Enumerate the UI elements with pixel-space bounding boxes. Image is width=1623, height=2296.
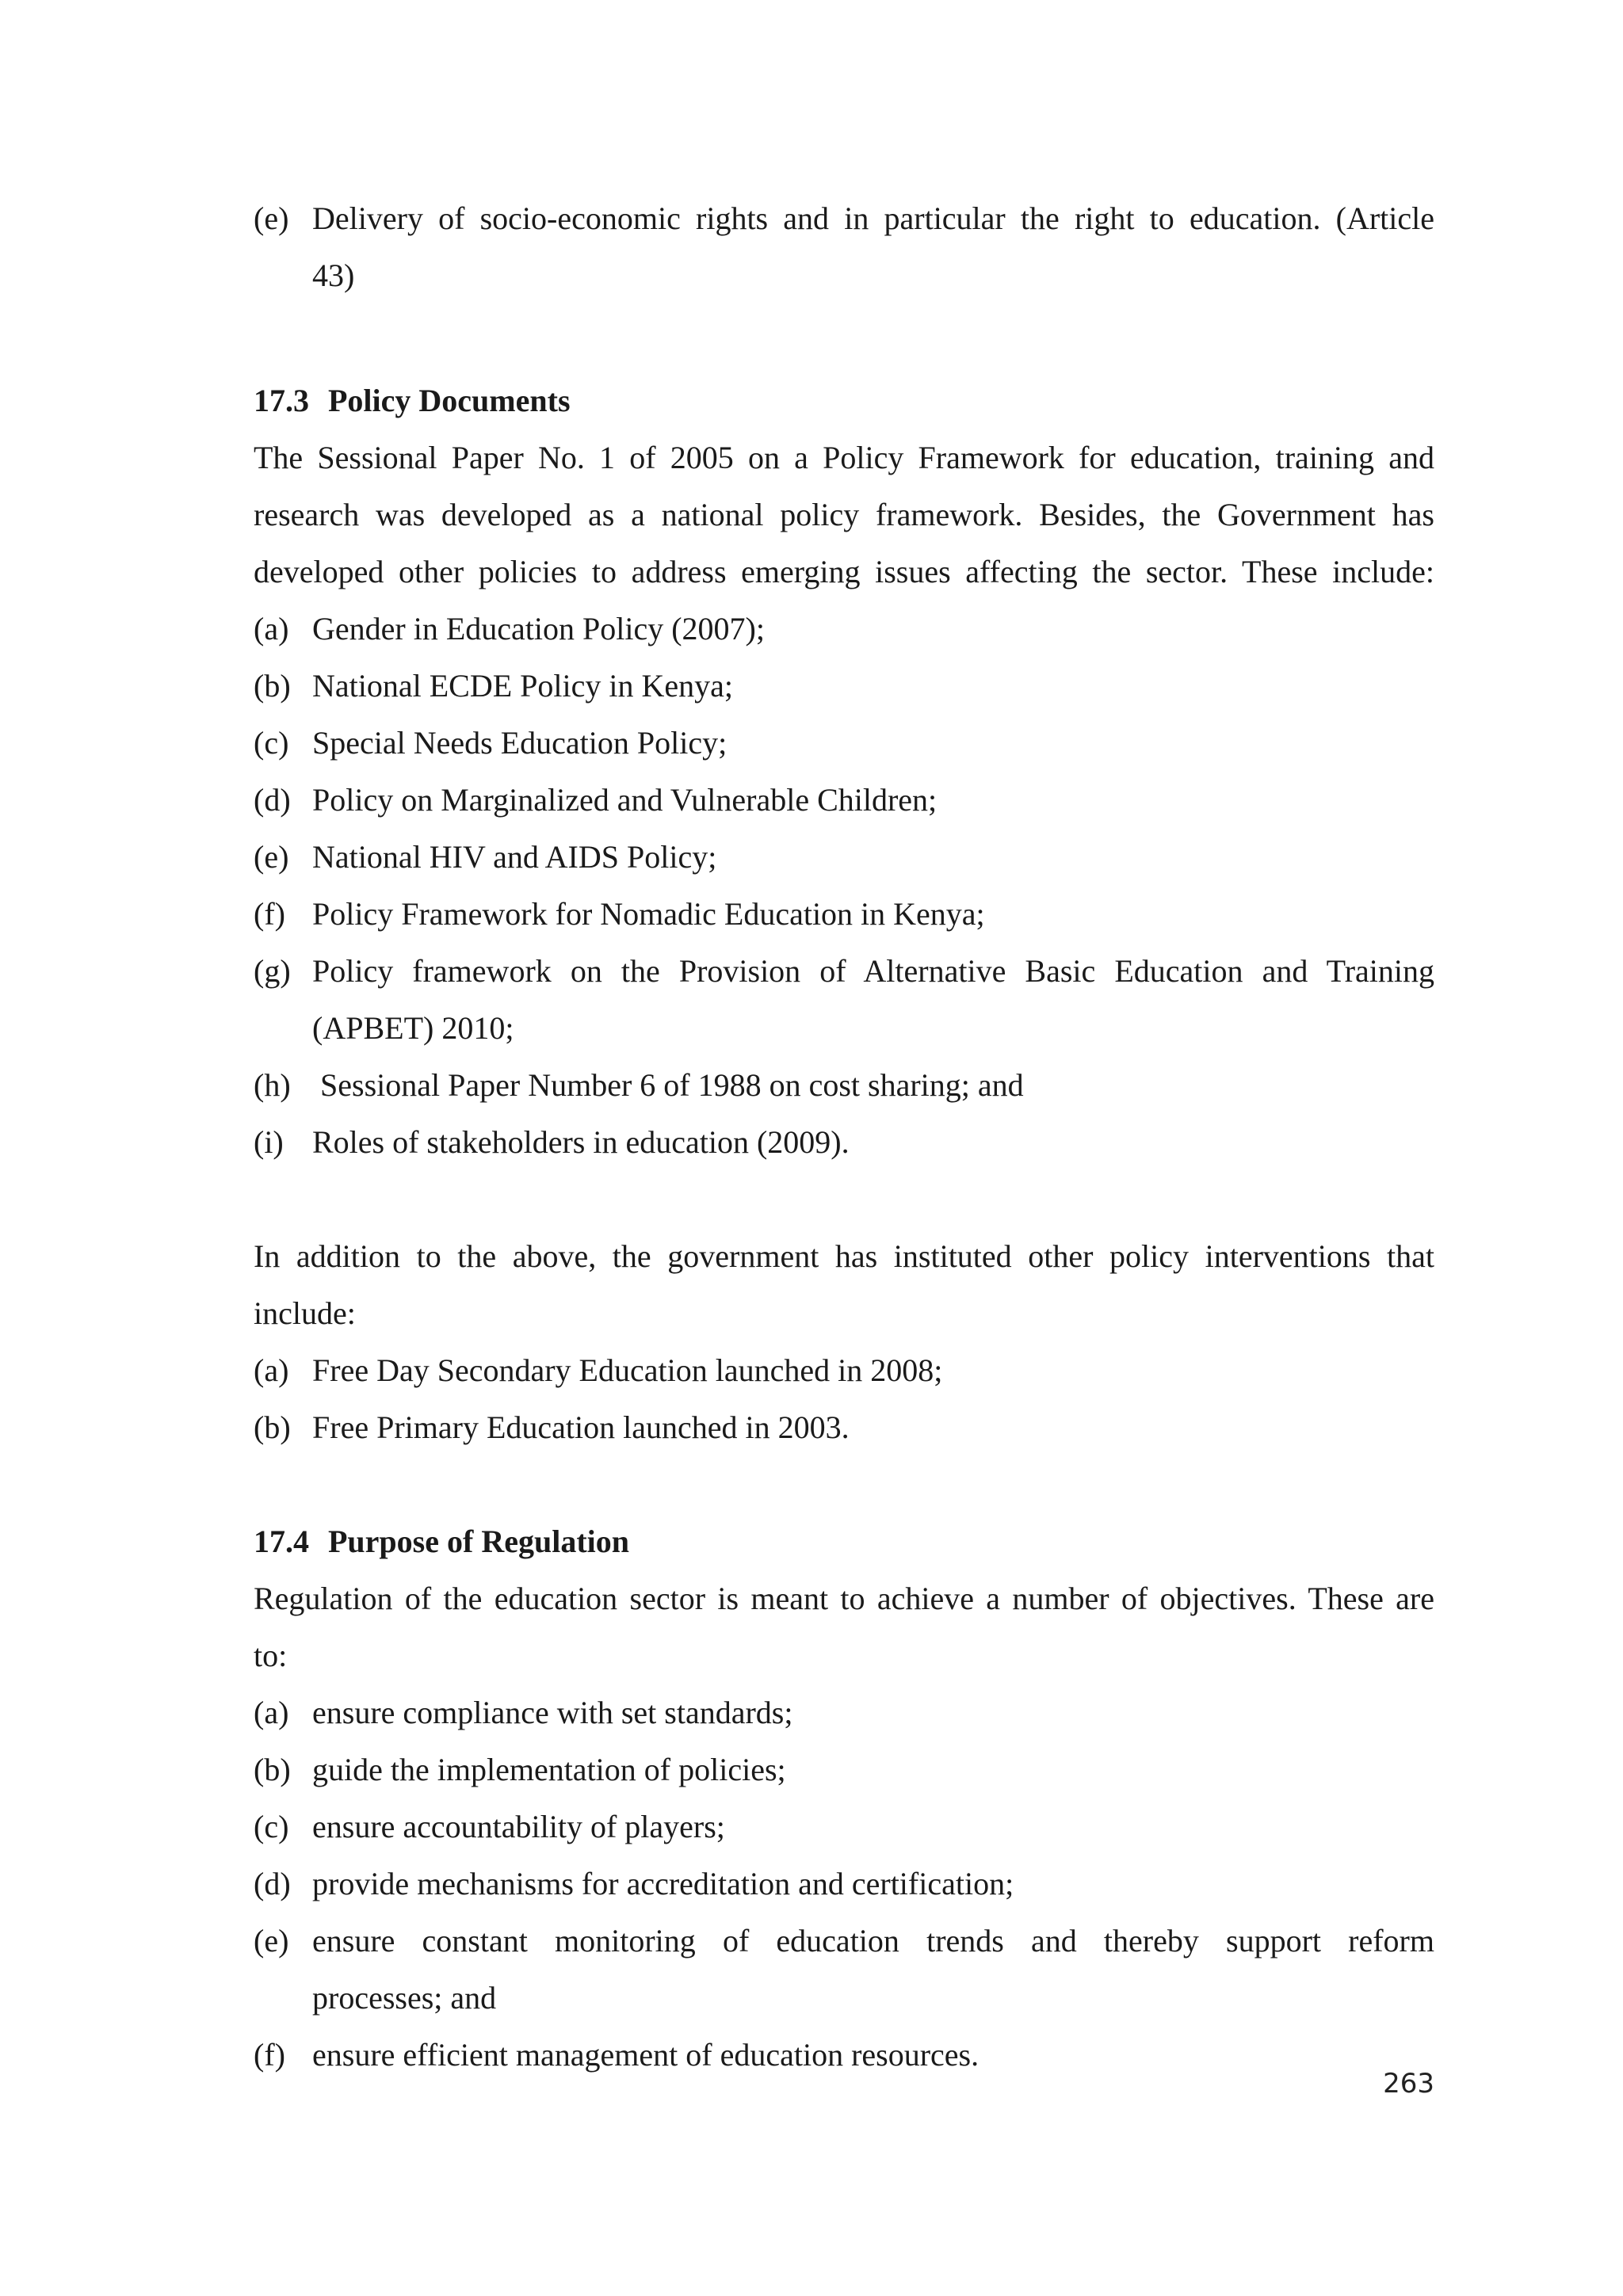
list-item-text: Roles of stakeholders in education (2009). bbox=[312, 1124, 850, 1160]
list-item-text: National ECDE Policy in Kenya; bbox=[312, 668, 734, 704]
list-marker: (c) bbox=[254, 725, 289, 761]
list-marker: (d) bbox=[254, 1866, 291, 1901]
list-item bbox=[254, 1342, 1434, 1399]
paragraph-line: The Sessional Paper No. 1 of 2005 on a Policy Framework for education, training and bbox=[254, 440, 1434, 475]
list-item bbox=[254, 1741, 1434, 1798]
list-item bbox=[254, 2027, 1434, 2084]
list-marker: (g) bbox=[254, 953, 291, 989]
list-item-text: Free Primary Education launched in 2003. bbox=[312, 1409, 850, 1445]
list-marker: (h) bbox=[254, 1067, 291, 1103]
list-item-text: 43) bbox=[312, 257, 355, 293]
list-item bbox=[254, 715, 1434, 772]
document-page bbox=[254, 190, 1434, 2084]
list-item-text: ensure accountability of players; bbox=[312, 1809, 725, 1844]
paragraph-line: to: bbox=[254, 1638, 288, 1673]
list-item bbox=[254, 1855, 1434, 1913]
list-marker: (a) bbox=[254, 1352, 289, 1388]
list-marker: (f) bbox=[254, 896, 285, 932]
list-marker: (e) bbox=[254, 839, 289, 875]
list-item-text: provide mechanisms for accreditation and certification; bbox=[312, 1866, 1014, 1901]
list-marker: (a) bbox=[254, 611, 289, 646]
paragraph-line: include: bbox=[254, 1295, 356, 1331]
list-item-text: Policy Framework for Nomadic Education in Kenya; bbox=[312, 896, 985, 932]
paragraph-line: Regulation of the education sector is meant to achieve a number of objectives. These are bbox=[254, 1581, 1434, 1616]
section-title: Purpose of Regulation bbox=[328, 1524, 629, 1559]
paragraph-line: developed other policies to address emerging issues affecting the sector. These include: bbox=[254, 554, 1434, 589]
list-item bbox=[254, 829, 1434, 886]
list-marker: (d) bbox=[254, 782, 291, 818]
page-number: 263 bbox=[1383, 2068, 1434, 2100]
list-marker: (a) bbox=[254, 1695, 289, 1730]
list-item-text: ensure constant monitoring of education trends and thereby support reform bbox=[312, 1923, 1434, 1958]
list-item-text: (APBET) 2010; bbox=[312, 1010, 514, 1046]
list-item-text: processes; and bbox=[312, 1980, 497, 2016]
paragraph-line: In addition to the above, the government has instituted other policy interventions that bbox=[254, 1238, 1434, 1274]
list-item-text: ensure efficient management of education resources. bbox=[312, 2037, 980, 2073]
list-item-text: Special Needs Education Policy; bbox=[312, 725, 727, 761]
list-marker: (c) bbox=[254, 1809, 289, 1844]
list-item bbox=[254, 1798, 1434, 1855]
list-marker: (e) bbox=[254, 1923, 289, 1958]
section-title: Policy Documents bbox=[328, 383, 571, 418]
list-item-text: Free Day Secondary Education launched in 2008; bbox=[312, 1352, 943, 1388]
section-heading bbox=[254, 1513, 1434, 1570]
list-item bbox=[254, 1114, 1434, 1171]
list-marker: (e) bbox=[254, 200, 289, 236]
list-item-text: ensure compliance with set standards; bbox=[312, 1695, 793, 1730]
list-item-text: Delivery of socio-economic rights and in particular the right to education. (Article bbox=[312, 200, 1434, 236]
list-item bbox=[254, 1684, 1434, 1741]
list-item bbox=[254, 1057, 1434, 1114]
list-item-text: National HIV and AIDS Policy; bbox=[312, 839, 717, 875]
list-item bbox=[254, 1399, 1434, 1456]
section-number: 17.3 bbox=[254, 383, 309, 418]
list-item-text: Policy framework on the Provision of Alternative Basic Education and Training bbox=[312, 953, 1434, 989]
list-item bbox=[254, 943, 1434, 1057]
list-marker: (b) bbox=[254, 1409, 291, 1445]
list-item bbox=[254, 601, 1434, 658]
list-item bbox=[254, 772, 1434, 829]
list-item-text: guide the implementation of policies; bbox=[312, 1752, 786, 1787]
list-item bbox=[254, 658, 1434, 715]
section-heading bbox=[254, 372, 1434, 429]
section-number: 17.4 bbox=[254, 1524, 309, 1559]
list-item bbox=[254, 190, 1434, 304]
list-marker: (b) bbox=[254, 1752, 291, 1787]
list-item bbox=[254, 1913, 1434, 2027]
list-marker: (f) bbox=[254, 2037, 285, 2073]
list-item-text: Policy on Marginalized and Vulnerable Children; bbox=[312, 782, 938, 818]
list-marker: (i) bbox=[254, 1124, 284, 1160]
list-item bbox=[254, 886, 1434, 943]
list-marker: (b) bbox=[254, 668, 291, 704]
paragraph-line: research was developed as a national policy framework. Besides, the Government has bbox=[254, 497, 1434, 532]
list-item-text: Sessional Paper Number 6 of 1988 on cost sharing; and bbox=[312, 1067, 1024, 1103]
list-item-text: Gender in Education Policy (2007); bbox=[312, 611, 765, 646]
